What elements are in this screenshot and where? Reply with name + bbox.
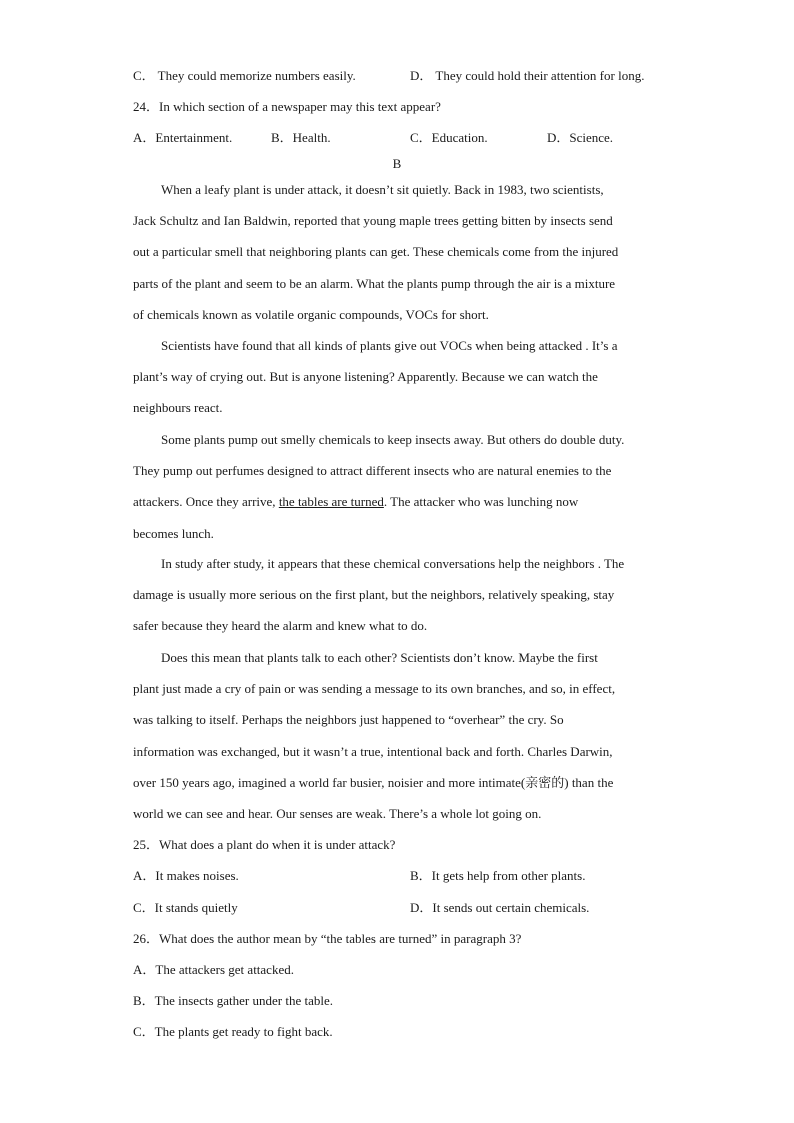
paragraph-line: Some plants pump out smelly chemicals to keep insects away. But others do double duty. bbox=[161, 432, 625, 447]
q25-question: 25．What does a plant do when it is under attack? bbox=[133, 837, 396, 852]
q25-option-d: D．It sends out certain chemicals. bbox=[410, 900, 590, 915]
paragraph-line: damage is usually more serious on the first plant, but the neighbors, relatively speaking, stay bbox=[133, 587, 615, 603]
passage-paragraph-1 bbox=[133, 182, 663, 338]
paragraph-line: Does this mean that plants talk to each other? Scientists don’t know. Maybe the first bbox=[161, 650, 598, 665]
paragraph-line: neighbours react. bbox=[133, 400, 223, 416]
paragraph-text: . The attacker who was lunching now bbox=[383, 494, 579, 510]
paragraph-line: Jack Schultz and Ian Baldwin, reported that young maple trees getting bitten by insects send bbox=[133, 213, 613, 229]
paragraph-line: was talking to itself. Perhaps the neighbors just happened to “overhear” the cry. So bbox=[133, 712, 564, 728]
q26-option-c: C．The plants get ready to fight back. bbox=[133, 1024, 333, 1039]
q26-option-b: B．The insects gather under the table. bbox=[133, 993, 333, 1008]
q23-option-c: C． They could memorize numbers easily. bbox=[133, 68, 356, 83]
paragraph-line: parts of the plant and seem to be an alarm. What the plants pump through the air is a mixture bbox=[133, 275, 616, 291]
q23-option-d: D． They could hold their attention for long. bbox=[410, 68, 645, 83]
passage-paragraph-5 bbox=[133, 650, 663, 837]
paragraph-text: attackers. Once they arrive, bbox=[133, 494, 279, 510]
paragraph-line: out a particular smell that neighboring plants can get. These chemicals come from the injured bbox=[133, 244, 619, 260]
q25-option-b: B．It gets help from other plants. bbox=[410, 868, 586, 883]
section-label: B bbox=[392, 156, 402, 171]
paragraph-line bbox=[133, 494, 663, 525]
paragraph-line: world we can see and hear. Our senses are weak. There’s a whole lot going on. bbox=[133, 805, 542, 821]
q24-option-b: B．Health. bbox=[271, 130, 331, 145]
q25-option-c: C．It stands quietly bbox=[133, 900, 238, 915]
paragraph-line: information was exchanged, but it wasn’t a true, intentional back and forth. Charles Darwin, bbox=[133, 743, 613, 759]
q24-option-a: A．Entertainment. bbox=[133, 130, 233, 145]
paragraph-line: of chemicals known as volatile organic compounds, VOCs for short. bbox=[133, 306, 489, 322]
q26-option-a: A．The attackers get attacked. bbox=[133, 962, 294, 977]
paragraph-line: safer because they heard the alarm and knew what to do. bbox=[133, 618, 428, 634]
paragraph-line: When a leafy plant is under attack, it doesn’t sit quietly. Back in 1983, two scientists, bbox=[161, 182, 604, 197]
q24-option-d: D．Science. bbox=[547, 130, 614, 145]
paragraph-line: They pump out perfumes designed to attract different insects who are natural enemies to the bbox=[133, 463, 612, 479]
paragraph-line: becomes lunch. bbox=[133, 525, 214, 541]
q25-option-a: A．It makes noises. bbox=[133, 868, 239, 883]
passage-paragraph-4 bbox=[133, 556, 663, 650]
q26-question: 26．What does the author mean by “the tables are turned” in paragraph 3? bbox=[133, 931, 522, 946]
paragraph-line: plant just made a cry of pain or was sending a message to its own branches, and so, in effect, bbox=[133, 681, 616, 697]
passage-paragraph-2 bbox=[133, 338, 663, 432]
paragraph-line: Scientists have found that all kinds of plants give out VOCs when being attacked . It’s a bbox=[161, 338, 618, 353]
underlined-phrase: the tables are turned bbox=[278, 494, 384, 510]
paragraph-line: plant’s way of crying out. But is anyone listening? Apparently. Because we can watch the bbox=[133, 369, 598, 385]
q24-option-c: C．Education. bbox=[410, 130, 488, 145]
passage-paragraph-3 bbox=[133, 432, 663, 557]
paragraph-line: over 150 years ago, imagined a world far busier, noisier and more intimate(亲密的) than the bbox=[133, 774, 614, 790]
q24-question: 24．In which section of a newspaper may this text appear? bbox=[133, 99, 441, 114]
paragraph-line: In study after study, it appears that these chemical conversations help the neighbors . The bbox=[161, 556, 625, 571]
